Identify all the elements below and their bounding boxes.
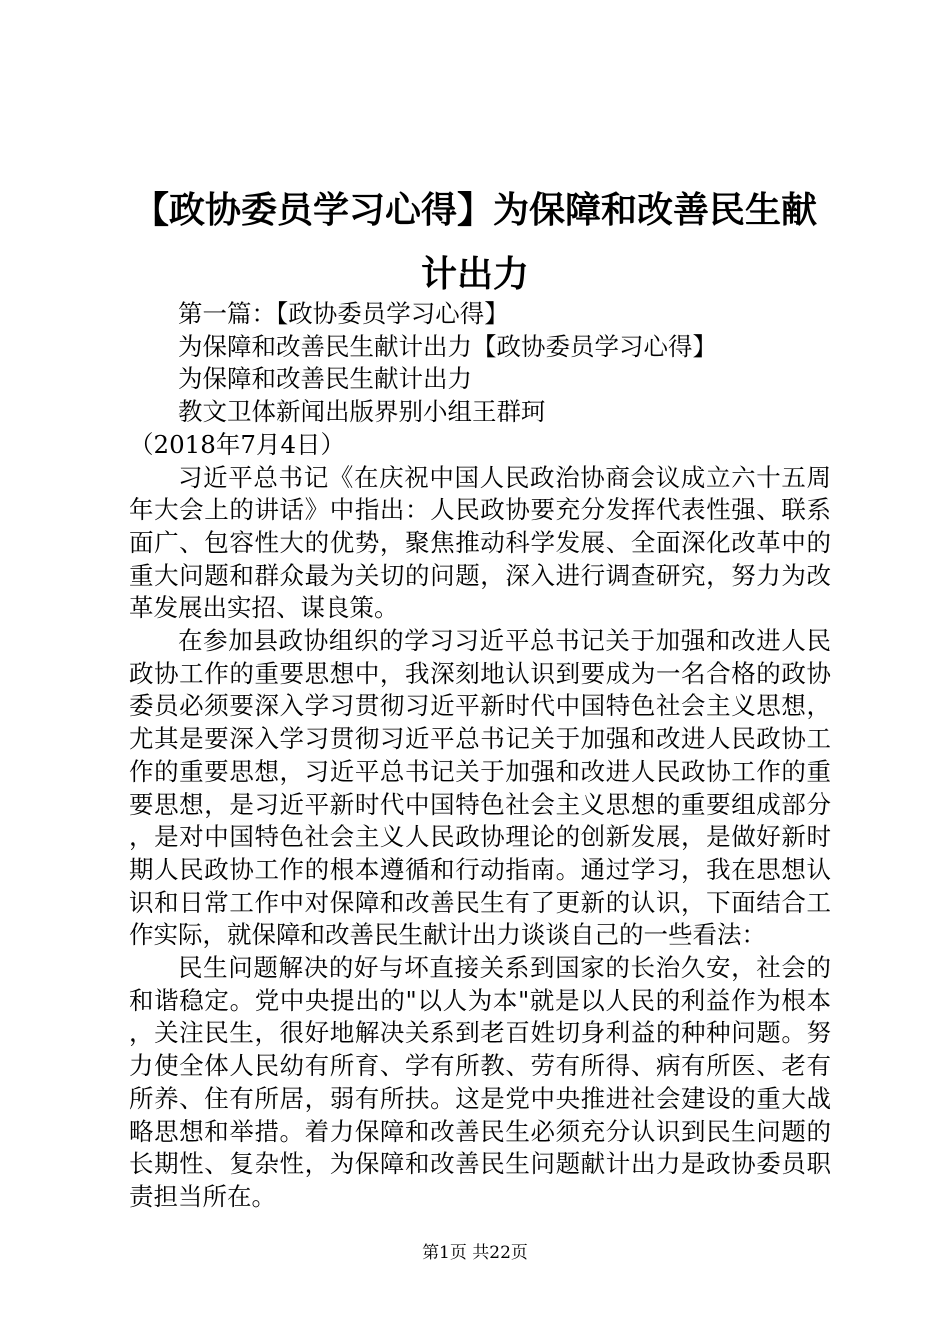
heading-line-topic: 为保障和改善民生献计出力	[178, 364, 472, 394]
author-line: 教文卫体新闻出版界别小组王群珂	[178, 397, 546, 427]
date-line: （2018年7月4日）	[129, 429, 346, 459]
heading-line-part-one: 第一篇：【政协委员学习心得】	[178, 299, 509, 328]
heading-line-subtitle: 为保障和改善民生献计出力【政协委员学习心得】	[178, 331, 717, 361]
paragraph-1: 习近平总书记《在庆祝中国人民政治协商会议成立六十五周年大会上的讲话》中指出：人民政协要充分发挥代表性强、联系面广、包容性大的优势，聚焦推动科学发展、全面深化改革中的重大问题和群众最为关切的问题，深入进行调查研究，努力为改革发展出实招、谋良策。	[129, 462, 831, 623]
paragraph-3: 民生问题解决的好与坏直接关系到国家的长治久安，社会的和谐稳定。党中央提出的"以人为本"就是以人民的利益作为根本，关注民生，很好地解决关系到老百姓切身利益的种种问题。努力使全体人民幼有所育、学有所教、劳有所得、病有所医、老有所养、住有所居，弱有所扶。这是党中央推进社会建设的重大战略思想和举措。着力保障和改善民生必须充分认识到民生问题的长期性、复杂性，为保障和改善民生问题献计出力是政协委员职责担当所在。	[129, 953, 831, 1211]
document-body	[129, 298, 831, 1214]
document-title: 【政协委员学习心得】为保障和改善民生献计出力	[132, 189, 817, 295]
page-number-footer: 第1页 共22页	[422, 1243, 528, 1263]
paragraph-2: 在参加县政协组织的学习习近平总书记关于加强和改进人民政协工作的重要思想中，我深刻地认识到要成为一名合格的政协委员必须要深入学习贯彻习近平新时代中国特色社会主义思想，尤其是要深入学习贯彻习近平总书记关于加强和改进人民政协工作的重要思想，习近平总书记关于加强和改进人民政协工作的重要思想，是习近平新时代中国特色社会主义思想的重要组成部分，是对中国特色社会主义人民政协理论的创新发展，是做好新时期人民政协工作的根本遵循和行动指南。通过学习，我在思想认识和日常工作中对保障和改善民生有了更新的认识，下面结合工作实际，就保障和改善民生献计出力谈谈自己的一些看法：	[129, 626, 831, 950]
